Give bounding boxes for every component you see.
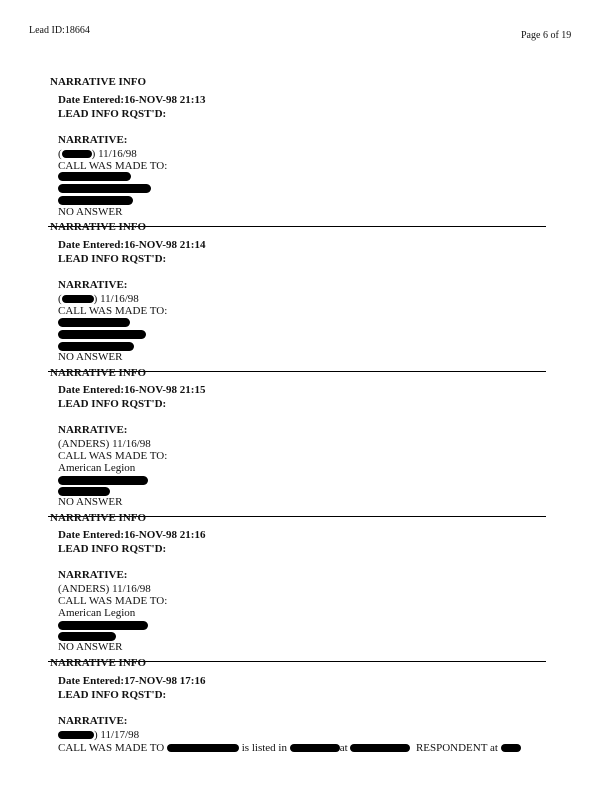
redaction [167,744,239,752]
redaction [58,184,151,193]
call-made-label: CALL WAS MADE TO: [58,305,168,317]
caller-line: ) 11/17/98 [58,729,139,741]
redaction [501,744,521,752]
section-heading: NARRATIVE INFO [50,221,147,233]
lead-info-label: LEAD INFO RQST'D: [58,398,167,410]
redaction [58,632,116,641]
redaction [62,295,94,303]
organization: American Legion [58,462,136,474]
redaction [58,487,110,496]
lead-info-label: LEAD INFO RQST'D: [58,108,167,120]
redaction [350,744,410,752]
call-made-label: CALL WAS MADE TO: [58,595,168,607]
lead-id: Lead ID:18664 [29,25,90,36]
redaction [62,150,92,158]
call-made-label: CALL WAS MADE TO: [58,450,168,462]
section-heading: NARRATIVE INFO [50,512,147,524]
no-answer: NO ANSWER [58,351,123,363]
date-entered: Date Entered:16-NOV-98 21:14 [58,239,206,251]
section-heading: NARRATIVE INFO [50,657,147,669]
no-answer: NO ANSWER [58,641,123,653]
organization: American Legion [58,607,136,619]
no-answer: NO ANSWER [58,496,123,508]
date-entered: Date Entered:16-NOV-98 21:13 [58,94,206,106]
redaction [58,330,146,339]
call-made-sentence: CALL WAS MADE TO is listed in at RESPONDENT at [58,742,521,754]
redaction [58,196,133,205]
narrative-label: NARRATIVE: [58,424,128,436]
narrative-label: NARRATIVE: [58,715,128,727]
redaction [58,172,131,181]
caller-line: ( ) 11/16/98 [58,148,137,160]
page-number: Page 6 of 19 [521,30,572,41]
narrative-label: NARRATIVE: [58,569,128,581]
lead-info-label: LEAD INFO RQST'D: [58,543,167,555]
caller-line: (ANDERS) 11/16/98 [58,438,151,450]
section-heading: NARRATIVE INFO [50,367,147,379]
redaction [58,318,130,327]
redaction [290,744,340,752]
no-answer: NO ANSWER [58,206,123,218]
date-entered: Date Entered:17-NOV-98 17:16 [58,675,206,687]
call-made-label: CALL WAS MADE TO: [58,160,168,172]
date-entered: Date Entered:16-NOV-98 21:16 [58,529,206,541]
caller-line: ( ) 11/16/98 [58,293,139,305]
redaction [58,621,148,630]
caller-line: (ANDERS) 11/16/98 [58,583,151,595]
redaction [58,731,94,739]
narrative-label: NARRATIVE: [58,134,128,146]
section-heading: NARRATIVE INFO [50,76,147,88]
lead-info-label: LEAD INFO RQST'D: [58,253,167,265]
narrative-label: NARRATIVE: [58,279,128,291]
redaction [58,342,134,351]
redaction [58,476,148,485]
date-entered: Date Entered:16-NOV-98 21:15 [58,384,206,396]
lead-info-label: LEAD INFO RQST'D: [58,689,167,701]
